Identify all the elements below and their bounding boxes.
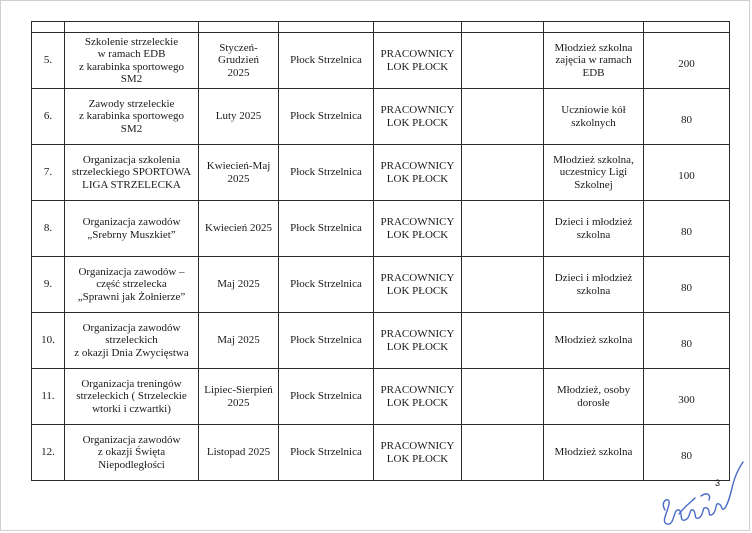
participants: Młodzież szkolna: [544, 313, 644, 369]
participant-count: 300: [644, 369, 730, 425]
activity-date: Lipiec-Sierpień 2025: [199, 369, 279, 425]
activity-place: Płock Strzelnica: [279, 201, 374, 257]
activity-date: Luty 2025: [199, 89, 279, 145]
activity-name: Organizacja zawodów „Srebrny Muszkiet”: [65, 201, 199, 257]
activity-place: Płock Strzelnica: [279, 145, 374, 201]
row-number: 8.: [32, 201, 65, 257]
activity-place: Płock Strzelnica: [279, 313, 374, 369]
activity-organizer: PRACOWNICY LOK PŁOCK: [374, 425, 462, 481]
participants: Uczniowie kół szkolnych: [544, 89, 644, 145]
activity-organizer: PRACOWNICY LOK PŁOCK: [374, 369, 462, 425]
row-number: 6.: [32, 89, 65, 145]
signature-text: [702, 489, 703, 490]
row-number: 12.: [32, 425, 65, 481]
header-cell: [462, 22, 544, 33]
table-row: [32, 145, 730, 201]
table-row: [32, 369, 730, 425]
row-number: 10.: [32, 313, 65, 369]
activity-place: Płock Strzelnica: [279, 33, 374, 89]
header-cell: [199, 22, 279, 33]
activities-table: [31, 21, 730, 481]
row-number: 9.: [32, 257, 65, 313]
activity-organizer: PRACOWNICY LOK PŁOCK: [374, 257, 462, 313]
activity-date: Styczeń- Grudzień 2025: [199, 33, 279, 89]
signature: [655, 452, 750, 528]
activity-name: Organizacja zawodów z okazji Święta Niepodległości: [65, 425, 199, 481]
empty-cell: [462, 145, 544, 201]
participants: Dzieci i młodzież szkolna: [544, 257, 644, 313]
activity-date: Maj 2025: [199, 313, 279, 369]
empty-cell: [462, 33, 544, 89]
activity-place: Płock Strzelnica: [279, 257, 374, 313]
table-row: [32, 201, 730, 257]
activity-date: Kwiecień-Maj 2025: [199, 145, 279, 201]
activity-date: Listopad 2025: [199, 425, 279, 481]
empty-cell: [462, 369, 544, 425]
header-cell: [65, 22, 199, 33]
page-number: 3: [715, 478, 721, 488]
activity-name: Organizacja zawodów – część strzelecka „Sprawni jak Żołnierze”: [65, 257, 199, 313]
participants: Młodzież szkolna zajęcia w ramach EDB: [544, 33, 644, 89]
activity-name: Zawody strzeleckie z karabinka sportowego SM2: [65, 89, 199, 145]
activity-name: Organizacja zawodów strzeleckich z okazji Dnia Zwycięstwa: [65, 313, 199, 369]
row-number: 7.: [32, 145, 65, 201]
participant-count: 80: [644, 201, 730, 257]
activity-place: Płock Strzelnica: [279, 369, 374, 425]
empty-cell: [462, 425, 544, 481]
activity-name: Szkolenie strzeleckie w ramach EDB z karabinka sportowego SM2: [65, 33, 199, 89]
table-header-row: [32, 22, 730, 33]
table-row: [32, 313, 730, 369]
empty-cell: [462, 257, 544, 313]
activity-organizer: PRACOWNICY LOK PŁOCK: [374, 33, 462, 89]
participant-count: 80: [644, 257, 730, 313]
table-row: [32, 257, 730, 313]
row-number: 11.: [32, 369, 65, 425]
participant-count: 80: [644, 89, 730, 145]
table-row: [32, 425, 730, 481]
participant-count: 80: [644, 313, 730, 369]
activity-place: Płock Strzelnica: [279, 89, 374, 145]
participant-count: 100: [644, 145, 730, 201]
activity-organizer: PRACOWNICY LOK PŁOCK: [374, 201, 462, 257]
activity-place: Płock Strzelnica: [279, 425, 374, 481]
participant-count: 80: [644, 425, 730, 481]
empty-cell: [462, 201, 544, 257]
participants: Młodzież szkolna: [544, 425, 644, 481]
header-cell: [644, 22, 730, 33]
empty-cell: [462, 313, 544, 369]
activity-name: Organizacja szkolenia strzeleckiego SPORTOWA LIGA STRZELECKA: [65, 145, 199, 201]
table-row: [32, 33, 730, 89]
activity-organizer: PRACOWNICY LOK PŁOCK: [374, 145, 462, 201]
participants: Dzieci i młodzież szkolna: [544, 201, 644, 257]
table-row: [32, 89, 730, 145]
activity-name: Organizacja treningów strzeleckich ( Strzeleckie wtorki i czwartki): [65, 369, 199, 425]
activity-organizer: PRACOWNICY LOK PŁOCK: [374, 89, 462, 145]
participant-count: 200: [644, 33, 730, 89]
empty-cell: [462, 89, 544, 145]
header-cell: [374, 22, 462, 33]
participants: Młodzież szkolna, uczestnicy Ligi Szkolnej: [544, 145, 644, 201]
activity-date: Maj 2025: [199, 257, 279, 313]
header-cell: [32, 22, 65, 33]
header-cell: [544, 22, 644, 33]
header-cell: [279, 22, 374, 33]
activity-organizer: PRACOWNICY LOK PŁOCK: [374, 313, 462, 369]
row-number: 5.: [32, 33, 65, 89]
activity-date: Kwiecień 2025: [199, 201, 279, 257]
participants: Młodzież, osoby dorosłe: [544, 369, 644, 425]
